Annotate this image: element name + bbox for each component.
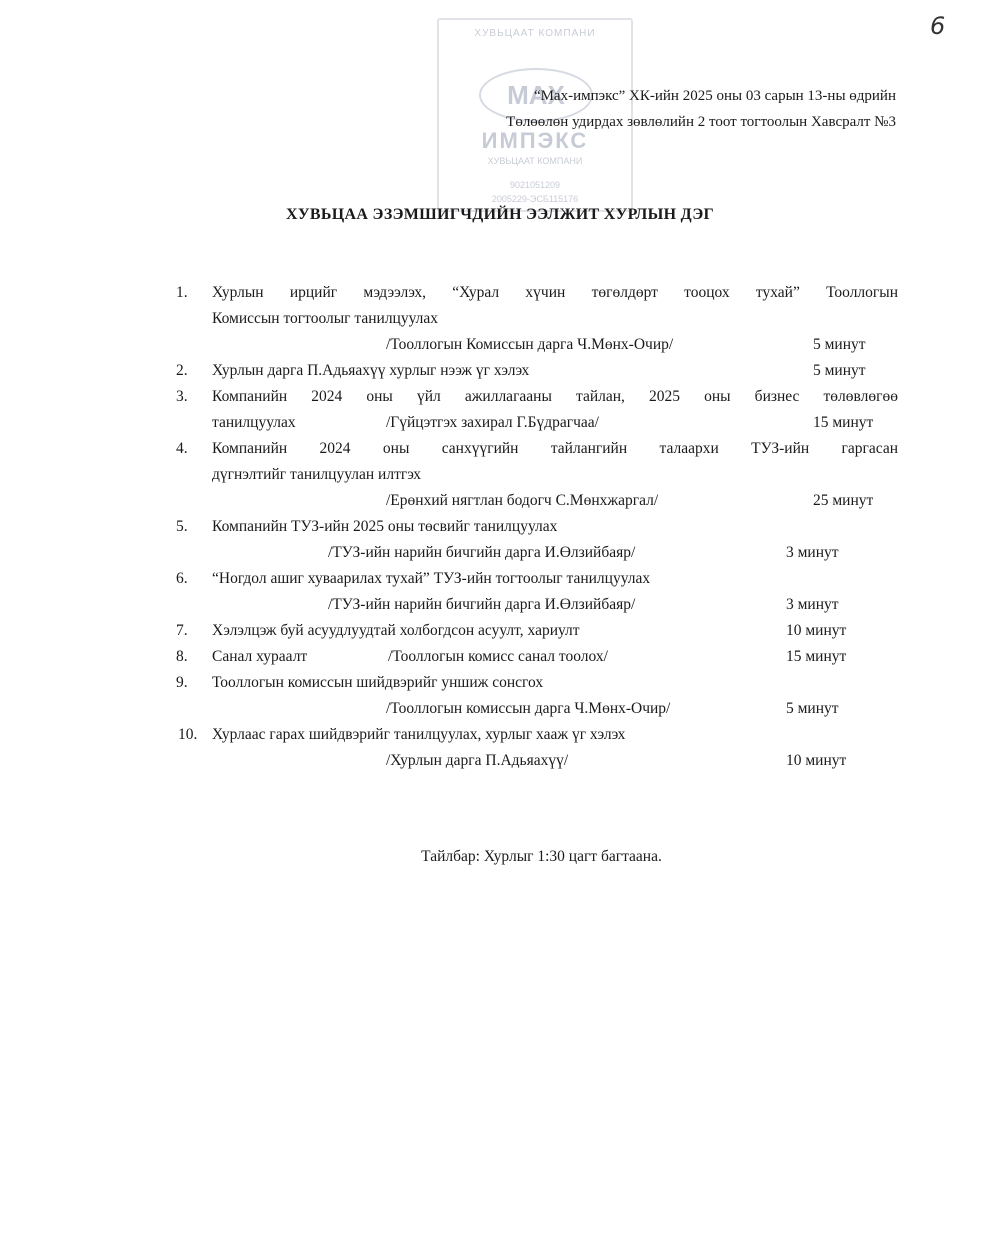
agenda-item-text: Тооллогын комиссын шийдвэрийг уншиж сонсгох xyxy=(212,674,544,691)
agenda-item-time: 5 минут xyxy=(813,362,866,379)
agenda-item-number: 7. xyxy=(176,622,188,639)
agenda-item-text: Компанийн 2024 оны санхүүгийн тайлангийн талаархи ТУЗ-ийн гаргасан xyxy=(212,440,898,457)
agenda-item-text: Компанийн ТУЗ-ийн 2025 оны төсвийг танилцуулах xyxy=(212,518,558,535)
agenda-item-responsible: /Ерөнхий нягтлан бодогч С.Мөнхжаргал/ xyxy=(386,492,659,509)
agenda-item-time: 5 минут xyxy=(813,336,866,353)
header-line-1: “Мах-импэкс” ХК-ийн 2025 оны 03 сарын 13-ны өдрийн xyxy=(533,88,896,104)
agenda-item-number: 3. xyxy=(176,388,188,405)
agenda-item-text: Компанийн 2024 оны үйл ажиллагааны тайлан, 2025 оны бизнес төлөвлөгөө xyxy=(212,388,898,405)
agenda-item-time: 10 минут xyxy=(786,622,847,639)
agenda-item-text: “Ногдол ашиг хуваарилах тухай” ТУЗ-ийн тогтоолыг танилцуулах xyxy=(212,570,651,587)
agenda-item-number: 10. xyxy=(178,726,198,743)
agenda-item-time: 15 минут xyxy=(786,648,847,665)
stamp-top-text: ХУВЬЦААТ КОМПАНИ xyxy=(474,28,596,39)
agenda-item xyxy=(176,618,898,644)
agenda-item-text: танилцуулах xyxy=(212,414,296,431)
footnote: Тайлбар: Хурлыг 1:30 цагт багтаана. xyxy=(421,848,662,865)
stamp-sub: ХУВЬЦААТ КОМПАНИ xyxy=(487,156,583,166)
agenda-item xyxy=(176,722,898,748)
agenda-item-responsible: /ТУЗ-ийн нарийн бичгийн дарга И.Өлзийбаяр/ xyxy=(328,544,636,561)
agenda-item-responsible: /ТУЗ-ийн нарийн бичгийн дарга И.Өлзийбаяр/ xyxy=(328,596,636,613)
agenda-item-text: Хурлын ирцийг мэдээлэх, “Хурал хүчин төгөлдөрт тооцох тухай” Тооллогын xyxy=(212,284,898,301)
agenda-item-responsible: /Тооллогын комисс санал тоолох/ xyxy=(388,648,608,665)
agenda-item-responsible: /Тооллогын комиссын дарга Ч.Мөнх-Очир/ xyxy=(386,700,671,717)
agenda-item-number: 9. xyxy=(176,674,188,691)
agenda-item-number: 5. xyxy=(176,518,188,535)
agenda-item-text: Хэлэлцэж буй асуудлуудтай холбогдсон асуулт, хариулт xyxy=(212,622,580,639)
stamp-name: ИМПЭКС xyxy=(481,128,589,153)
agenda-item xyxy=(176,566,898,592)
agenda-item-text: дүгнэлтийг танилцуулан илтгэх xyxy=(212,466,422,483)
agenda-item-responsible: /Тооллогын Комиссын дарга Ч.Мөнх-Очир/ xyxy=(386,336,674,353)
page-number: 6 xyxy=(930,12,946,40)
agenda-item-responsible: /Гүйцэтгэх захирал Г.Бүдрагчаа/ xyxy=(386,414,599,431)
agenda-item-number: 4. xyxy=(176,440,188,457)
agenda-item xyxy=(176,358,898,384)
agenda-item-number: 8. xyxy=(176,648,188,665)
agenda-item xyxy=(176,670,898,696)
document-title: ХУВЬЦАА ЭЗЭМШИГЧДИЙН ЭЭЛЖИТ ХУРЛЫН ДЭГ xyxy=(286,206,714,223)
agenda-item-time: 5 минут xyxy=(786,700,839,717)
agenda-item xyxy=(176,280,898,306)
agenda-item xyxy=(176,514,898,540)
agenda-item-time: 15 минут xyxy=(813,414,874,431)
agenda-item-time: 25 минут xyxy=(813,492,874,509)
agenda-item-text: Санал хураалт xyxy=(212,648,308,665)
stamp-logo: MAX xyxy=(479,68,593,122)
agenda-item xyxy=(176,436,898,462)
header-line-2: Төлөөлөн удирдах зөвлөлийн 2 тоот тогтоолын Хавсралт №3 xyxy=(506,114,896,130)
agenda-item-responsible: /Хурлын дарга П.Адьяахүү/ xyxy=(386,752,569,769)
agenda-item-text: Хурлаас гарах шийдвэрийг танилцуулах, хурлыг хааж үг хэлэх xyxy=(212,726,626,743)
stamp-code: 9021051209 xyxy=(509,180,561,190)
stamp-code: 2005229-ЭСБ115176 xyxy=(491,194,579,204)
agenda-item xyxy=(176,384,898,410)
agenda-item-text: Хурлын дарга П.Адьяахүү хурлыг нээж үг хэлэх xyxy=(212,362,530,379)
agenda-item-time: 3 минут xyxy=(786,544,839,561)
agenda-item xyxy=(176,644,898,670)
agenda-item-number: 6. xyxy=(176,570,188,587)
agenda-item-text: Комиссын тогтоолыг танилцуулах xyxy=(212,310,439,327)
agenda-item-number: 2. xyxy=(176,362,188,379)
agenda-item-number: 1. xyxy=(176,284,188,301)
agenda-item-time: 10 минут xyxy=(786,752,847,769)
agenda-list xyxy=(176,280,898,774)
agenda-item-time: 3 минут xyxy=(786,596,839,613)
